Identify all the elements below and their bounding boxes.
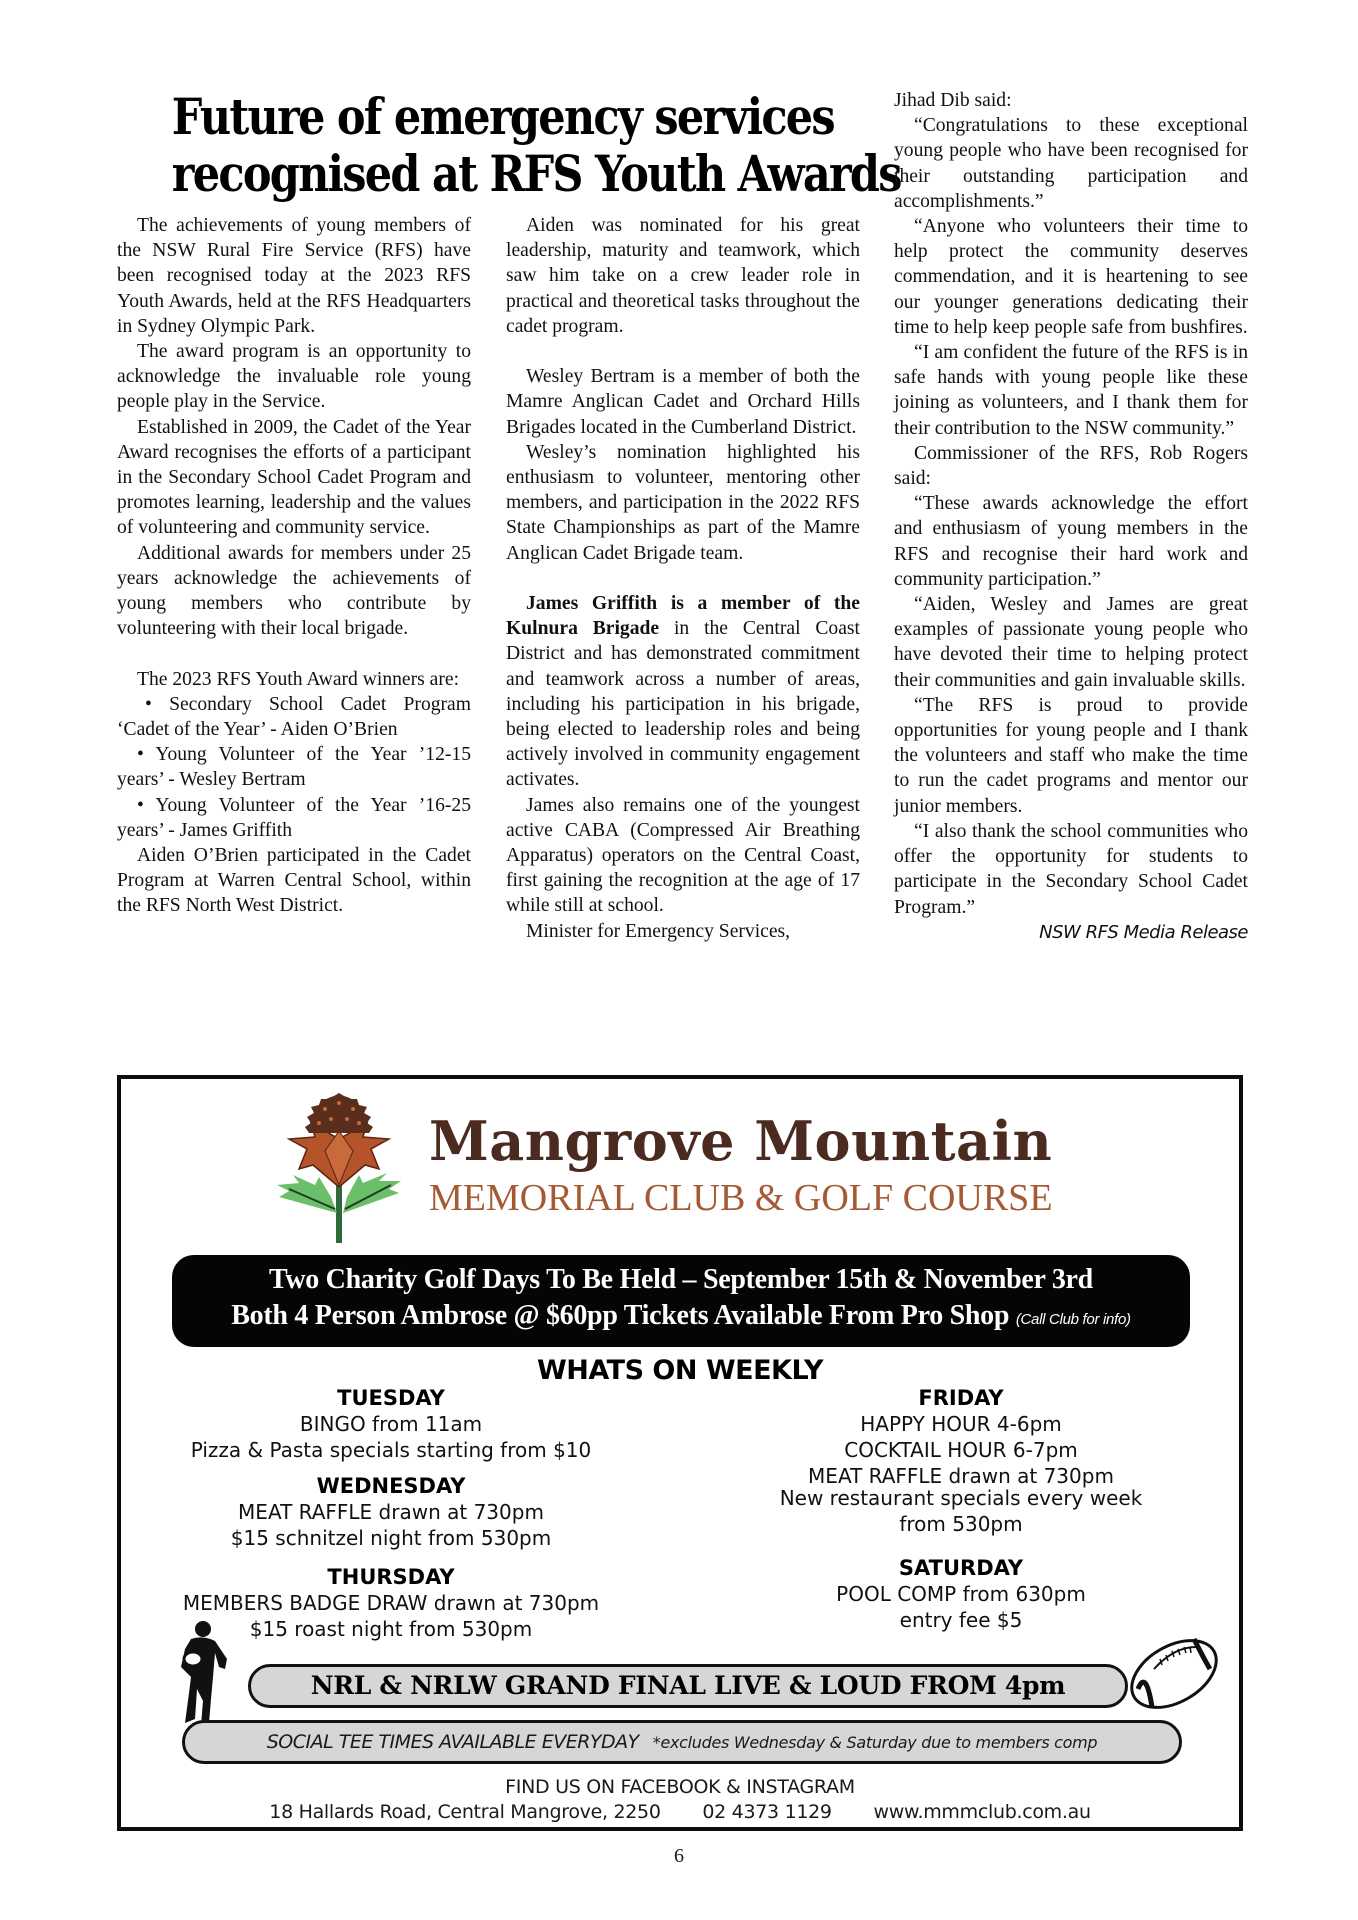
club-subtitle: MEMORIAL CLUB & GOLF COURSE <box>429 1177 1053 1219</box>
article-column-3 <box>894 88 1248 945</box>
social-media-line: FIND US ON FACEBOOK & INSTAGRAM <box>505 1776 855 1798</box>
quote: “I also thank the school communities who offer the opportunity for students to participate in the Secondary School Cadet Program.” <box>894 820 1248 918</box>
day-line: HAPPY HOUR 4-6pm <box>860 1412 1062 1436</box>
winner-item: • Young Volunteer of the Year ’12-15 years’ - Wesley Bertram <box>117 744 471 791</box>
day-name: SATURDAY <box>898 1556 1024 1580</box>
paragraph: Minister for Emergency Services, <box>526 920 791 942</box>
quote: “The RFS is proud to provide opportunities for young people and I thank the volunteers and staff who make the time to run the cadet programs and mentor our junior members. <box>894 694 1248 817</box>
paragraph: Aiden O’Brien participated in the Cadet Program at Warren Central School, within the RFS North West District. <box>117 845 471 917</box>
headline-line-2: recognised at RFS Youth Awards <box>171 144 901 203</box>
winner-item: • Secondary School Cadet Program ‘Cadet of the Year’ - Aiden O’Brien <box>117 693 471 741</box>
banner-note: (Call Club for info) <box>1015 1311 1131 1328</box>
phone-number[interactable]: 02 4373 1129 <box>702 1801 832 1823</box>
page-number: 6 <box>674 1845 684 1867</box>
paragraph: Wesley’s nomination highlighted his enthusiasm to volunteer, mentoring other members, and participation in the 2022 RFS State Championships as part of the Mamre Anglican Cadet Brigade team. <box>506 441 860 564</box>
day-line: MEAT RAFFLE drawn at 730pm <box>808 1464 1114 1488</box>
day-line: $15 schnitzel night from 530pm <box>230 1526 552 1550</box>
day-line: New restaurant specials every week <box>779 1486 1143 1510</box>
day-line: COCKTAIL HOUR 6-7pm <box>844 1438 1078 1462</box>
paragraph: Aiden was nominated for his great leadership, maturity and teamwork, which saw him take on a crew leader role in practical and theoretical tasks throughout the cadet program. <box>506 215 860 337</box>
paragraph: Additional awards for members under 25 years acknowledge the achievements of young members who contribute by volunteering with their local brigade. <box>117 542 471 640</box>
paragraph <box>506 591 860 793</box>
website-link[interactable]: www.mmmclub.com.au <box>873 1801 1091 1823</box>
tee-times-pill <box>182 1720 1182 1764</box>
winners-intro: The 2023 RFS Youth Award winners are: <box>137 668 460 690</box>
contact-line <box>121 1801 1239 1823</box>
quote: “Congratulations to these exceptional young people who have been recognised for their outstanding participation and accomplishments.” <box>894 115 1248 212</box>
banner-line-1: Two Charity Golf Days To Be Held – September 15th & November 3rd <box>269 1264 1093 1295</box>
paragraph: James also remains one of the youngest active CABA (Compressed Air Breathing Apparatus) operators on the Central Coast, first gaining the recognition at the age of 17 while still at school. <box>506 794 860 917</box>
address: 18 Hallards Road, Central Mangrove, 2250 <box>269 1801 661 1823</box>
winner-item: • Young Volunteer of the Year ’16-25 years’ - James Griffith <box>117 794 471 841</box>
grand-final-pill <box>248 1664 1128 1708</box>
bold-lead: James Griffith is a member of the Kulnura Brigade <box>506 593 860 640</box>
day-line: MEAT RAFFLE drawn at 730pm <box>238 1500 544 1524</box>
grand-final-text: NRL & NRLW GRAND FINAL LIVE & LOUD FROM 4pm <box>310 1671 1066 1700</box>
attribution: NSW RFS Media Release <box>1039 921 1248 943</box>
day-line: $15 roast night from 530pm <box>249 1617 533 1641</box>
article-column-1 <box>117 213 471 919</box>
tee-times-text: SOCIAL TEE TIMES AVAILABLE EVERYDAY <box>266 1731 639 1753</box>
rugby-ball-icon <box>1124 1629 1224 1719</box>
day-line: BINGO from 11am <box>299 1412 483 1436</box>
quote: “Anyone who volunteers their time to help protect the community deserves commendation, and it is heartening to see our younger generations dedicating their time to help keep people safe from bushfires. <box>894 216 1248 338</box>
paragraph: Jihad Dib said: <box>894 90 1012 111</box>
tee-times-note: *excludes Wednesday & Saturday due to members comp <box>652 1733 1098 1752</box>
rugby-player-icon <box>173 1619 233 1729</box>
club-name: Mangrove Mountain <box>429 1109 1053 1173</box>
charity-golf-banner <box>172 1255 1190 1347</box>
day-tuesday <box>161 1385 621 1463</box>
paragraph: The award program is an opportunity to acknowledge the invaluable role young people play in the Service. <box>117 341 471 413</box>
day-wednesday <box>161 1473 621 1551</box>
banner-line-2-text: Both 4 Person Ambrose @ $60pp Tickets Available From Pro Shop <box>231 1300 1010 1331</box>
paragraph: Established in 2009, the Cadet of the Year Award recognises the efforts of a participant in the Secondary School Cadet Program and promotes learning, leadership and the values of volunteering and community service. <box>117 416 471 539</box>
day-line: from 530pm <box>899 1512 1023 1536</box>
day-line: Pizza & Pasta specials starting from $10 <box>190 1438 592 1462</box>
article-column-2 <box>506 213 860 944</box>
paragraph: The achievements of young members of the NSW Rural Fire Service (RFS) have been recognised today at the 2023 RFS Youth Awards, held at the RFS Headquarters in Sydney Olympic Park. <box>117 215 471 337</box>
day-line: entry fee $5 <box>899 1608 1023 1632</box>
day-saturday <box>741 1555 1181 1633</box>
banner-line-2 <box>172 1301 1190 1335</box>
day-name: FRIDAY <box>918 1386 1004 1410</box>
paragraph-rest: in the Central Coast District and has demonstrated commitment and teamwork across a number of areas, including his participation in his brigade, being elected to leadership roles and being actively involved in community engagement activates. <box>506 618 860 791</box>
club-advertisement <box>117 1075 1243 1831</box>
paragraph: Commissioner of the RFS, Rob Rogers said: <box>894 442 1248 490</box>
day-line: POOL COMP from 630pm <box>836 1582 1086 1606</box>
headline-line-1: Future of emergency services <box>171 87 834 146</box>
day-name: WEDNESDAY <box>316 1474 466 1498</box>
paragraph: Wesley Bertram is a member of both the Mamre Anglican Cadet and Orchard Hills Brigades located in the Cumberland District. <box>506 366 860 438</box>
quote: “I am confident the future of the RFS is in safe hands with young people like these joining as volunteers, and I thank them for their contribution to the NSW community.” <box>894 342 1248 439</box>
whats-on-title: WHATS ON WEEKLY <box>536 1355 824 1386</box>
quote: “Aiden, Wesley and James are great examples of passionate young people who have devoted their time to helping protect their communities and gain invaluable skills. <box>894 594 1248 691</box>
day-name: TUESDAY <box>337 1386 445 1410</box>
quote: “These awards acknowledge the effort and enthusiasm of young members in the RFS and recognise their hard work and community participation.” <box>894 493 1248 590</box>
day-name: THURSDAY <box>327 1565 455 1589</box>
day-line: MEMBERS BADGE DRAW drawn at 730pm <box>182 1591 600 1615</box>
waratah-logo-icon <box>259 1093 419 1243</box>
article-headline <box>171 87 901 203</box>
day-friday <box>741 1385 1181 1537</box>
